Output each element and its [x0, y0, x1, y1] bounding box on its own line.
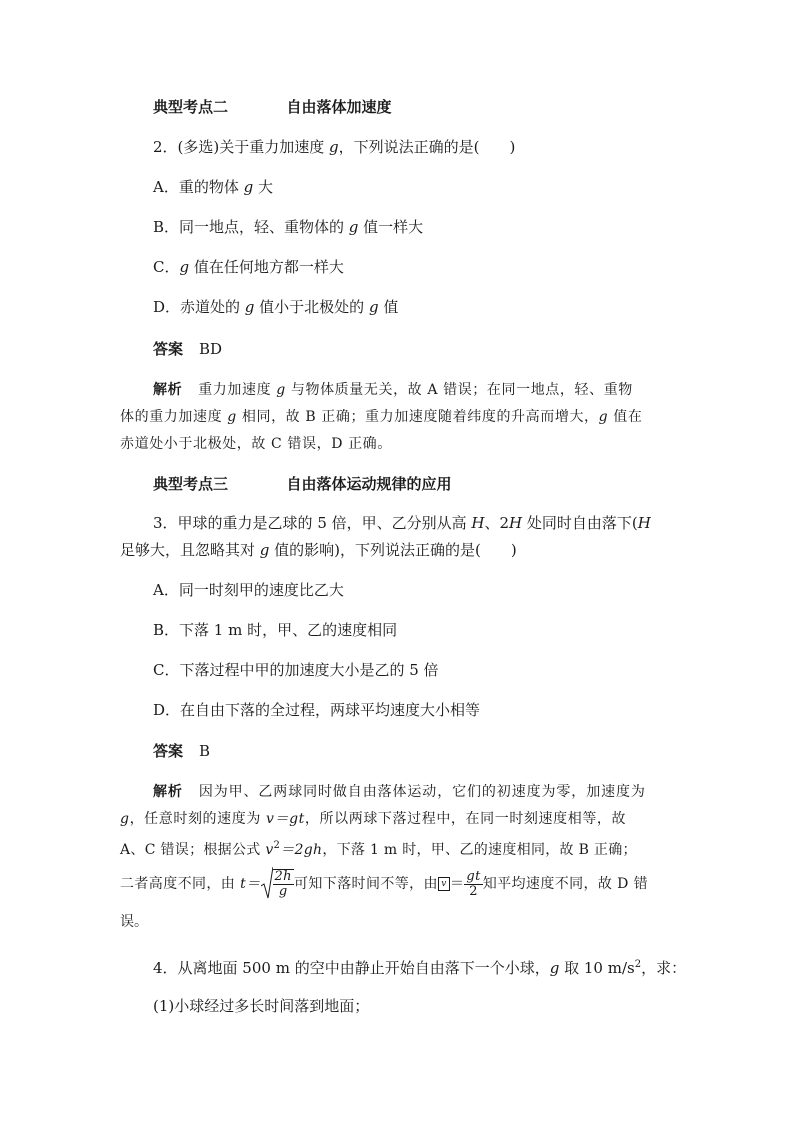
option-d: D．赤道处的 g 值小于北极处的 g 值 — [153, 298, 399, 316]
answer — [153, 741, 210, 761]
analysis-line: 误。 — [120, 914, 148, 930]
section-number: 典型考点三 — [153, 475, 229, 493]
answer-label: 答案 — [153, 340, 184, 358]
section-title: 自由落体加速度 — [286, 98, 392, 116]
question-stem: 足够大，且忽略其对 g 值的影响)，下列说法正确的是( ) — [120, 541, 517, 559]
answer — [153, 339, 222, 359]
analysis-line: A、C 错误；根据公式 $v^2=2gh$，下落 1 m 时，甲、乙的速度相同，故 B 正确； — [120, 840, 637, 858]
radical-sign-icon — [261, 866, 273, 900]
section-title: 自由落体运动规律的应用 — [286, 475, 452, 493]
option-b: B．下落 1 m 时，甲、乙的速度相同 — [153, 621, 398, 639]
answer-value: BD — [199, 340, 223, 358]
option-c: C．g 值在任何地方都一样大 — [153, 258, 344, 276]
sqrt-formula: $\frac{2h}{g}$ — [261, 866, 294, 902]
section-label — [153, 474, 452, 494]
section-label — [153, 97, 392, 117]
analysis-line: g，任意时刻的速度为 v＝gt，所以两球下落过程中，在同一时刻速度相等，故 — [120, 811, 627, 827]
option-a: A．同一时刻甲的速度比乙大 — [153, 581, 344, 599]
answer-value: B — [199, 742, 211, 760]
analysis-line: 体的重力加速度 g 相同，故 B 正确；重力加速度随着纬度的升高而增大，g 值在 — [120, 409, 643, 425]
question-stem: 4．从离地面 500 m 的空中由静止开始自由落下一个小球，g 取 10 $m/s^2$，求： — [153, 959, 687, 977]
sub-question: (1)小球经过多长时间落到地面； — [153, 997, 370, 1015]
option-b: B．同一地点，轻、重物体的 g 值一样大 — [153, 218, 424, 236]
option-c: C．下落过程中甲的加速度大小是乙的 5 倍 — [153, 661, 439, 679]
answer-label: 答案 — [153, 742, 184, 760]
option-a: A．重的物体 g 大 — [153, 178, 273, 196]
question-stem: 3．甲球的重力是乙球的 5 倍，甲、乙分别从高 H、2H 处同时自由落下(H — [153, 514, 651, 532]
question-stem: 2．(多选)关于重力加速度 g，下列说法正确的是( ) — [153, 138, 516, 156]
option-d: D．在自由下落的全过程，两球平均速度大小相等 — [153, 701, 481, 719]
analysis-line: 解析 重力加速度 g 与物体质量无关，故 A 错误；在同一地点，轻、重物 — [153, 382, 633, 398]
section-number: 典型考点二 — [153, 98, 229, 116]
analysis-line: 二者高度不同，由 t＝ $\frac{2h}{g}$ 可知下落时间不等，由 v ＝ $\frac{gt}{2}$ 知平均速度不同，故 D 错 — [120, 866, 648, 902]
vbar-symbol: v — [438, 877, 450, 891]
analysis-line: 解析 因为甲、乙两球同时做自由落体运动，它们的初速度为零，加速度为 — [153, 784, 646, 800]
analysis-line: 赤道处小于北极处，故 C 错误，D 正确。 — [120, 436, 392, 452]
